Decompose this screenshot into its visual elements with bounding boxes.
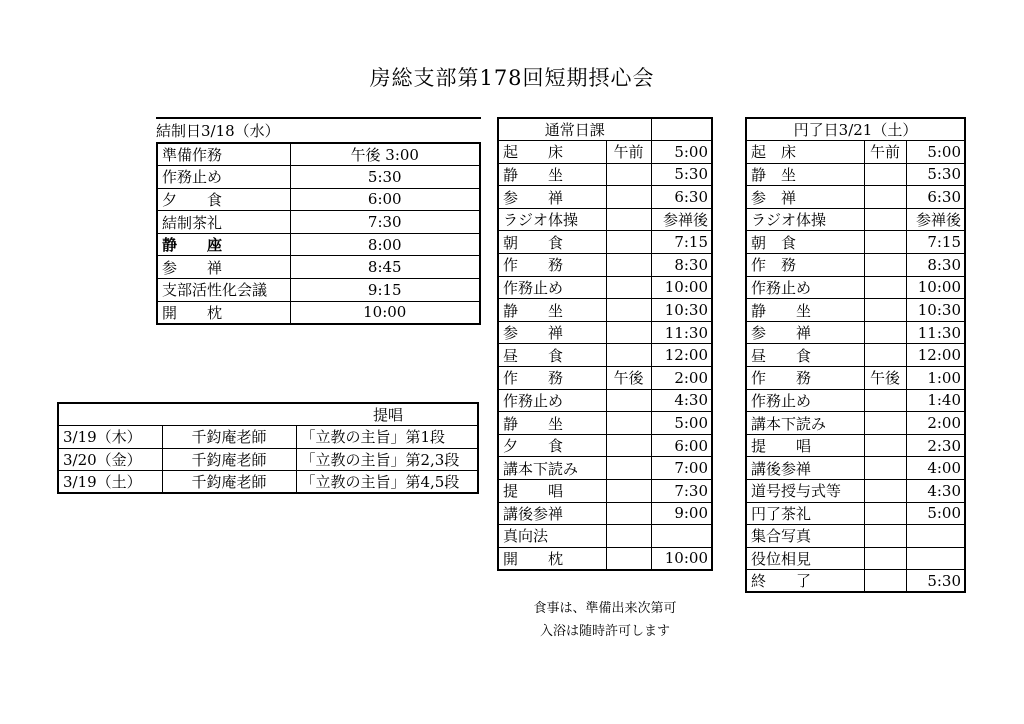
table-row <box>498 480 712 503</box>
table-row <box>746 231 965 254</box>
ampm-cell <box>864 525 906 548</box>
time-cell <box>906 547 965 570</box>
activity-cell: 真向法 <box>498 525 606 548</box>
activity-cell: 静 坐 <box>746 299 864 322</box>
meal-note: 食事は、準備出来次第可 <box>533 601 677 616</box>
date-cell: 3/19（土） <box>58 471 162 494</box>
time-cell: 5:00 <box>651 412 712 435</box>
ampm-cell <box>606 186 651 209</box>
table-row <box>746 457 965 480</box>
table-row <box>746 434 965 457</box>
table-row <box>746 163 965 186</box>
table-row <box>498 525 712 548</box>
time-cell: 9:00 <box>651 502 712 525</box>
text-cell: 「立教の主旨」第4,5段 <box>296 471 478 494</box>
time-cell: 7:00 <box>651 457 712 480</box>
middle-header: 通常日課 <box>498 118 651 141</box>
bath-note: 入浴は随時許可します <box>539 624 670 639</box>
date-cell: 3/20（金） <box>58 448 162 471</box>
activity-cell: 講本下読み <box>498 457 606 480</box>
header-empty-cell <box>651 118 712 141</box>
time-cell: 6:00 <box>290 188 480 211</box>
ampm-cell <box>606 254 651 277</box>
table-row <box>746 502 965 525</box>
ampm-cell <box>864 321 906 344</box>
ampm-cell <box>864 299 906 322</box>
activity-cell: 作務止め <box>498 389 606 412</box>
activity-cell: 参 禅 <box>746 186 864 209</box>
time-cell: 10:00 <box>651 276 712 299</box>
time-cell: 8:30 <box>906 254 965 277</box>
activity-cell: 朝 食 <box>746 231 864 254</box>
activity-cell: 参 禅 <box>498 321 606 344</box>
ampm-cell <box>606 163 651 186</box>
activity-cell: 講本下読み <box>746 412 864 435</box>
teacher-cell: 千鈞庵老師 <box>162 471 296 494</box>
time-cell: 4:30 <box>651 389 712 412</box>
time-cell: 参禅後 <box>906 208 965 231</box>
activity-cell: 参 禅 <box>498 186 606 209</box>
page-title: 房総支部第178回短期摂心会 <box>369 66 655 90</box>
activity-cell: 静 座 <box>157 233 290 256</box>
teacher-cell: 千鈞庵老師 <box>162 426 296 449</box>
teisho-header-row <box>58 403 478 426</box>
activity-cell: 支部活性化会議 <box>157 279 290 302</box>
text-cell: 「立教の主旨」第2,3段 <box>296 448 478 471</box>
table-row <box>498 389 712 412</box>
time-cell: 8:30 <box>651 254 712 277</box>
middle-header-row <box>498 118 712 141</box>
table-row <box>157 301 480 324</box>
left-schedule-header: 結制日3/18（水） <box>156 122 280 140</box>
table-row <box>157 166 480 189</box>
ampm-cell <box>606 480 651 503</box>
activity-cell: 作 務 <box>498 367 606 390</box>
ampm-cell: 午後 <box>606 367 651 390</box>
activity-cell: 作 務 <box>746 367 864 390</box>
table-row <box>157 279 480 302</box>
ampm-cell <box>606 502 651 525</box>
ampm-cell <box>864 186 906 209</box>
table-row <box>746 254 965 277</box>
ampm-cell <box>606 299 651 322</box>
table-row <box>498 321 712 344</box>
time-cell: 5:30 <box>290 166 480 189</box>
table-row <box>157 256 480 279</box>
time-cell: 10:00 <box>906 276 965 299</box>
ampm-cell: 午後 <box>864 367 906 390</box>
time-cell: 10:00 <box>290 301 480 324</box>
table-row <box>498 141 712 164</box>
time-cell: 6:30 <box>906 186 965 209</box>
activity-cell: 昼 食 <box>746 344 864 367</box>
activity-cell: 提 唱 <box>498 480 606 503</box>
teacher-cell: 千鈞庵老師 <box>162 448 296 471</box>
ampm-cell <box>864 570 906 593</box>
table-row <box>746 570 965 593</box>
table-row <box>746 367 965 390</box>
activity-cell: 終 了 <box>746 570 864 593</box>
time-cell: 1:40 <box>906 389 965 412</box>
activity-cell: 開 枕 <box>498 547 606 570</box>
activity-cell: 作務止め <box>746 389 864 412</box>
ampm-cell <box>864 208 906 231</box>
activity-cell: 起 床 <box>498 141 606 164</box>
activity-cell: 昼 食 <box>498 344 606 367</box>
time-cell: 5:00 <box>651 141 712 164</box>
table-row <box>157 233 480 256</box>
activity-cell: 道号授与式等 <box>746 480 864 503</box>
ampm-cell <box>864 434 906 457</box>
teisho-table <box>57 402 479 494</box>
table-row <box>498 434 712 457</box>
table-row <box>157 188 480 211</box>
activity-cell: 作務止め <box>157 166 290 189</box>
right-schedule-table <box>745 117 966 593</box>
table-row <box>746 547 965 570</box>
table-row <box>746 208 965 231</box>
ampm-cell <box>864 231 906 254</box>
table-row <box>498 208 712 231</box>
activity-cell: ラジオ体操 <box>746 208 864 231</box>
time-cell: 7:30 <box>290 211 480 234</box>
activity-cell: 作務止め <box>498 276 606 299</box>
table-row <box>746 186 965 209</box>
time-cell: 10:30 <box>651 299 712 322</box>
right-header-row <box>746 118 965 141</box>
time-cell: 7:30 <box>651 480 712 503</box>
table-row <box>746 389 965 412</box>
time-cell: 午後 3:00 <box>290 143 480 166</box>
table-row <box>498 186 712 209</box>
table-row <box>746 525 965 548</box>
ampm-cell <box>606 276 651 299</box>
ampm-cell <box>864 276 906 299</box>
time-cell: 5:00 <box>906 502 965 525</box>
activity-cell: 静 坐 <box>746 163 864 186</box>
time-cell: 5:30 <box>651 163 712 186</box>
time-cell: 8:45 <box>290 256 480 279</box>
ampm-cell <box>606 525 651 548</box>
ampm-cell <box>864 344 906 367</box>
ampm-cell <box>864 457 906 480</box>
time-cell: 8:00 <box>290 233 480 256</box>
table-row <box>498 344 712 367</box>
right-header: 円了日3/21（土） <box>746 118 965 141</box>
time-cell: 2:00 <box>906 412 965 435</box>
time-cell: 参禅後 <box>651 208 712 231</box>
activity-cell: 講後参禅 <box>746 457 864 480</box>
ampm-cell <box>606 412 651 435</box>
time-cell: 12:00 <box>906 344 965 367</box>
left-header-rule <box>156 117 481 119</box>
table-row <box>58 426 478 449</box>
text-cell: 「立教の主旨」第1段 <box>296 426 478 449</box>
ampm-cell <box>864 412 906 435</box>
ampm-cell <box>606 321 651 344</box>
activity-cell: 集合写真 <box>746 525 864 548</box>
time-cell <box>651 525 712 548</box>
time-cell: 2:30 <box>906 434 965 457</box>
time-cell: 4:00 <box>906 457 965 480</box>
activity-cell: 静 坐 <box>498 299 606 322</box>
table-row <box>157 143 480 166</box>
activity-cell: 静 坐 <box>498 163 606 186</box>
table-row <box>746 299 965 322</box>
time-cell: 6:00 <box>651 434 712 457</box>
activity-cell: 結制茶礼 <box>157 211 290 234</box>
ampm-cell: 午前 <box>606 141 651 164</box>
date-cell: 3/19（木） <box>58 426 162 449</box>
table-row <box>498 367 712 390</box>
time-cell: 2:00 <box>651 367 712 390</box>
ampm-cell <box>864 389 906 412</box>
table-row <box>498 254 712 277</box>
time-cell: 5:30 <box>906 163 965 186</box>
activity-cell: 参 禅 <box>746 321 864 344</box>
ampm-cell <box>606 231 651 254</box>
table-row <box>498 457 712 480</box>
activity-cell: 朝 食 <box>498 231 606 254</box>
activity-cell: ラジオ体操 <box>498 208 606 231</box>
ampm-cell: 午前 <box>864 141 906 164</box>
ampm-cell <box>864 480 906 503</box>
table-row <box>58 471 478 494</box>
ampm-cell <box>606 547 651 570</box>
activity-cell: 参 禅 <box>157 256 290 279</box>
ampm-cell <box>606 208 651 231</box>
table-row <box>498 547 712 570</box>
table-row <box>498 276 712 299</box>
activity-cell: 起 床 <box>746 141 864 164</box>
activity-cell: 講後参禅 <box>498 502 606 525</box>
teisho-header: 提唱 <box>58 403 478 426</box>
time-cell: 10:30 <box>906 299 965 322</box>
table-row <box>746 344 965 367</box>
time-cell: 5:30 <box>906 570 965 593</box>
activity-cell: 夕 食 <box>498 434 606 457</box>
ampm-cell <box>864 254 906 277</box>
time-cell: 9:15 <box>290 279 480 302</box>
activity-cell: 提 唱 <box>746 434 864 457</box>
time-cell: 5:00 <box>906 141 965 164</box>
table-row <box>498 502 712 525</box>
activity-cell: 作務止め <box>746 276 864 299</box>
ampm-cell <box>606 457 651 480</box>
ampm-cell <box>606 344 651 367</box>
time-cell: 1:00 <box>906 367 965 390</box>
activity-cell: 作 務 <box>746 254 864 277</box>
time-cell <box>906 525 965 548</box>
time-cell: 10:00 <box>651 547 712 570</box>
ampm-cell <box>864 547 906 570</box>
ampm-cell <box>606 434 651 457</box>
time-cell: 4:30 <box>906 480 965 503</box>
activity-cell: 夕 食 <box>157 188 290 211</box>
time-cell: 7:15 <box>906 231 965 254</box>
table-row <box>498 299 712 322</box>
time-cell: 12:00 <box>651 344 712 367</box>
time-cell: 11:30 <box>651 321 712 344</box>
left-schedule-table <box>156 142 481 325</box>
activity-cell: 作 務 <box>498 254 606 277</box>
ampm-cell <box>606 389 651 412</box>
table-row <box>498 231 712 254</box>
table-row <box>746 276 965 299</box>
table-row <box>498 412 712 435</box>
table-row <box>746 480 965 503</box>
activity-cell: 円了茶礼 <box>746 502 864 525</box>
ampm-cell <box>864 502 906 525</box>
activity-cell: 静 坐 <box>498 412 606 435</box>
table-row <box>157 211 480 234</box>
table-row <box>746 321 965 344</box>
activity-cell: 開 枕 <box>157 301 290 324</box>
activity-cell: 役位相見 <box>746 547 864 570</box>
ampm-cell <box>864 163 906 186</box>
middle-schedule-table <box>497 117 713 571</box>
table-row <box>58 448 478 471</box>
table-row <box>746 412 965 435</box>
time-cell: 6:30 <box>651 186 712 209</box>
table-row <box>746 141 965 164</box>
time-cell: 7:15 <box>651 231 712 254</box>
activity-cell: 準備作務 <box>157 143 290 166</box>
time-cell: 11:30 <box>906 321 965 344</box>
table-row <box>498 163 712 186</box>
